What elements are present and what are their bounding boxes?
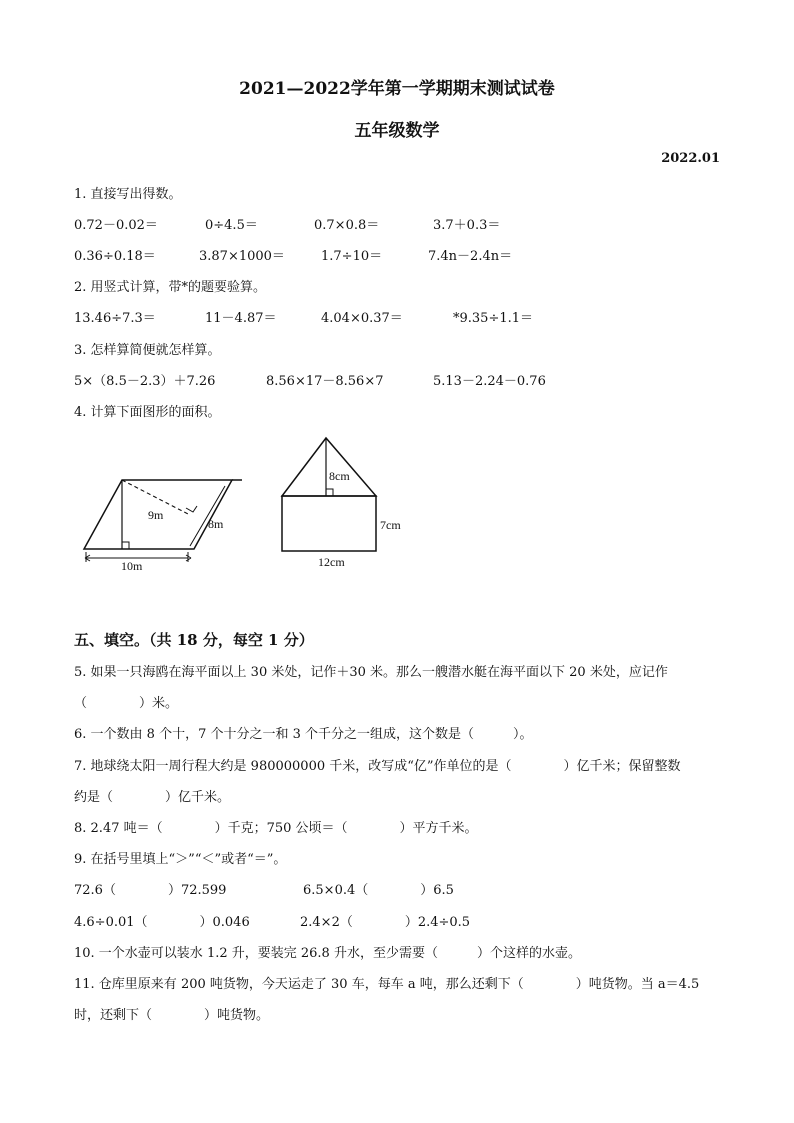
question-11-line-1: 11. 仓库里原来有 200 吨货物，今天运走了 30 车，每车 a 吨，那么还剩下（ ）吨货物。当 a＝4.5 xyxy=(74,977,700,992)
q9-item: 72.6（ ）72.599 xyxy=(74,883,227,898)
q2-item: 13.46÷7.3＝ xyxy=(74,311,156,326)
exam-subtitle: 五年级数学 xyxy=(354,121,440,141)
question-1-text: 1. 直接写出得数。 xyxy=(74,187,182,202)
q2-item: 11－4.87＝ xyxy=(205,311,277,326)
question-5-line-2: （ ）米。 xyxy=(74,696,179,711)
parallelogram-side-label: 8m xyxy=(208,517,224,531)
q2-item: 4.04×0.37＝ xyxy=(321,311,403,326)
q1-item: 3.7＋0.3＝ xyxy=(433,218,501,233)
question-11-line-2: 时，还剩下（ ）吨货物。 xyxy=(74,1008,270,1023)
question-2-text: 2. 用竖式计算，带*的题要验算。 xyxy=(74,280,267,295)
q1-item: 0.36÷0.18＝ xyxy=(74,249,156,264)
q1-item: 0÷4.5＝ xyxy=(205,218,258,233)
q1-item: 7.4n－2.4n＝ xyxy=(428,249,513,264)
section-5-heading: 五、填空。（共 18 分，每空 1 分） xyxy=(74,631,314,649)
q3-item: 5.13－2.24－0.76 xyxy=(433,374,546,389)
question-9-text: 9. 在括号里填上“＞”“＜”或者“＝”。 xyxy=(74,852,287,867)
parallelogram-base-label: 10m xyxy=(121,559,143,573)
q9-item: 4.6÷0.01（ ）0.046 xyxy=(74,915,250,930)
geometry-figures xyxy=(70,428,430,578)
question-8-text: 8. 2.47 吨＝（ ）千克；750 公顷＝（ ）平方千米。 xyxy=(74,821,478,836)
question-10-text: 10. 一个水壶可以装水 1.2 升，要装完 26.8 升水，至少需要（ ）个这样的水壶。 xyxy=(74,946,581,961)
exam-date: 2022.01 xyxy=(661,151,720,166)
exam-title: 2021—2022学年第一学期期末测试试卷 xyxy=(239,79,555,99)
rectangle-width-label: 12cm xyxy=(318,555,345,569)
q9-item: 6.5×0.4（ ）6.5 xyxy=(303,883,454,898)
house-figure xyxy=(282,438,376,551)
question-5-line-1: 5. 如果一只海鸥在海平面以上 30 米处，记作＋30 米。那么一艘潜水艇在海平面以下 20 米处，应记作 xyxy=(74,665,668,680)
rectangle-height-label: 7cm xyxy=(380,518,401,532)
triangle-height-label: 8cm xyxy=(329,469,350,483)
q3-item: 8.56×17－8.56×7 xyxy=(266,374,384,389)
parallelogram-height-label: 9m xyxy=(148,508,164,522)
q2-item: *9.35÷1.1＝ xyxy=(453,311,534,326)
question-7-line-1: 7. 地球绕太阳一周行程大约是 980000000 千米，改写成“亿”作单位的是（ ）亿千米；保留整数 xyxy=(74,759,681,774)
question-7-line-2: 约是（ ）亿千米。 xyxy=(74,790,231,805)
q3-item: 5×（8.5－2.3）＋7.26 xyxy=(74,374,216,389)
question-4-text: 4. 计算下面图形的面积。 xyxy=(74,405,221,420)
q9-item: 2.4×2（ ）2.4÷0.5 xyxy=(300,915,471,930)
q1-item: 0.7×0.8＝ xyxy=(314,218,380,233)
q1-item: 3.87×1000＝ xyxy=(199,249,285,264)
q1-item: 0.72－0.02＝ xyxy=(74,218,158,233)
question-3-text: 3. 怎样算简便就怎样算。 xyxy=(74,343,221,358)
q1-item: 1.7÷10＝ xyxy=(321,249,383,264)
question-6-text: 6. 一个数由 8 个十，7 个十分之一和 3 个千分之一组成，这个数是（ ）。 xyxy=(74,727,533,742)
